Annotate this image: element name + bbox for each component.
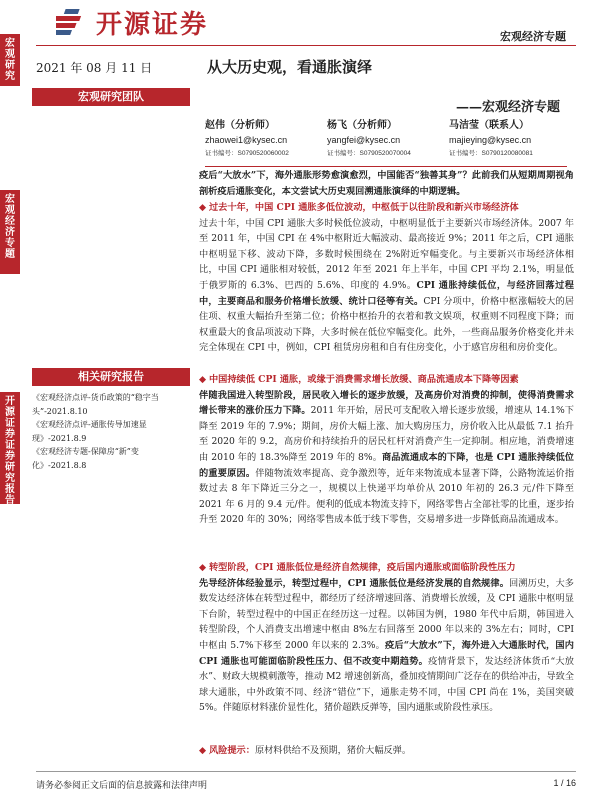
risk-text: 原材料供给不及预期，猪价大幅反弹。 — [254, 745, 412, 756]
paragraph-bold: 伴随我国进入转型阶段，居民收入增长的逐步放缓，及高房价对消费的抑制，使得消费需求增长带来的涨价压力下降。 — [199, 389, 574, 417]
page-header — [36, 0, 576, 46]
related-report-link[interactable]: 《宏观经济点评-货币政策的“稳字当头”-2021.8.10 — [32, 393, 159, 416]
author-name: 杨飞（分析师） — [327, 120, 397, 131]
section-2-body — [199, 388, 574, 528]
author-email[interactable]: yangfei@kysec.cn — [327, 135, 401, 145]
risk-warning — [199, 743, 574, 759]
section-3-heading — [199, 560, 574, 576]
paragraph-bold: 先导经济体经验显示，转型过程中，CPI 通胀低位是经济发展的自然规律。 — [199, 577, 510, 589]
paragraph-text: 疫情背景下，发达经济体货币“大放水”、财政大规模刺激等，推动 M2 增速创新高，叠加疫情期间广泛存在的供给冲击，导致全球大通胀，中外政策不同、经济“错位”下，通胀走势不同，中国 CPI 尚在 1%，美国突破 5%。伴随原材料涨价显性化，猪价超跌反弹等，国内通胀或阶段性承压。 — [199, 655, 574, 714]
paragraph-bold: 疫后“大放水”下，海外进入大通胀时代，国内 CPI 通胀也可能面临阶段性压力、但不改变中期趋势。 — [199, 639, 574, 667]
paragraph-bold: 商品流通成本的下降，也是 CPI 通胀持续低位的重要原因。 — [199, 451, 574, 479]
author-email[interactable]: zhaowei1@kysec.cn — [205, 135, 288, 145]
related-report-link[interactable]: 《宏观经济点评-通胀传导加速显现》-2021.8.9 — [32, 420, 147, 443]
section-3-body — [199, 576, 574, 716]
report-date: 2021 年 08 月 11 日 — [36, 61, 153, 75]
page-title: 从大历史观，看通胀演绎 — [207, 58, 373, 76]
section-2-heading — [199, 372, 574, 388]
page-number: 1 / 16 — [553, 778, 576, 788]
header-report-type: 宏观经济专题 — [500, 30, 566, 43]
author-name: 赵伟（分析师） — [205, 120, 275, 131]
divider — [205, 166, 567, 167]
section-1-heading — [199, 200, 574, 216]
sidebar-top-label: 宏观研究 — [0, 34, 20, 86]
author-cert: 证书编号：S0790120080081 — [449, 150, 533, 157]
page-subtitle: ——宏观经济专题 — [455, 100, 560, 115]
company-logo — [56, 4, 208, 41]
sidebar-mid-label: 宏观经济专题 — [0, 190, 20, 274]
section-heading-text: 转型阶段，CPI 通胀低位是经济自然规律，疫后国内通胀或面临阶段性压力 — [209, 562, 516, 573]
left-sidebar — [0, 0, 20, 800]
related-reports-list — [32, 391, 192, 472]
sidebar-bottom-label: 开源证券 证券研究报告 — [0, 392, 20, 504]
team-label: 宏观研究团队 — [32, 88, 190, 106]
bullet-icon: ◆ — [199, 745, 209, 756]
section-heading-text: 中国持续低 CPI 通胀，或缘于消费需求增长放缓、商品流通成本下降等因素 — [209, 374, 519, 385]
related-reports-title: 相关研究报告 — [32, 368, 190, 386]
related-report-link[interactable]: 《宏观经济专题-保障房“新”变化》-2021.8.8 — [32, 447, 139, 470]
paragraph-text: 2011 年开始，居民可支配收入增长逐步放缓，增速从 14.1%下降至 2019 年的 7.9%；期间，房价大幅上涨、加大购房压力，房价收入比从最低 7.1 抬升至 2020 年的 9.2，高房价和持续抬升的居民杠杆对消费产生一定抑制。相应地，消费增速由 2010 年的 18.3%降至 2019 年的 8%。 — [199, 405, 574, 463]
paragraph-text: 回溯历史，大多数发达经济体在转型过程中，都经历了经济增速回落、消费增长放缓，及 CPI 通胀中枢明显下台阶，转型过程中的中国正在经历这一过程。以韩国为例，1980 年代中后期，韩国进入转型阶段，个人消费支出增速中枢由 8%左右回落至 2000 年以来的 3%左右；同时，CPI 中枢由 5.7%下移至 2000 年以来的 2.3%。 — [199, 577, 574, 651]
author-card — [327, 116, 447, 157]
author-email[interactable]: majieying@kysec.cn — [449, 135, 532, 145]
section-1 — [199, 200, 574, 370]
paragraph-bold: CPI 通胀持续低位，与经济回落过程中，主要商品和服务价格增长放缓、统计口径等有关。 — [199, 279, 574, 307]
paragraph-text: 过去十年，中国 CPI 通胀大多时候低位波动，中枢明显低于主要新兴市场经济体。2007 年至 2011 年，中国 CPI 在 4%中枢附近大幅波动、最高接近 9%；2011 年之后，CPI 通胀中枢明显下移、波动下降，多数时候围绕在 2%附近窄幅变化。与主要新兴市场经济体相比，中国 CPI 通胀相对较低，2012 年至 2021 年上半年，中国 CPI 平均 2.1%，明显低于俄罗斯的 6.3%、巴西的 5.6%、印度的 4.9%。 — [199, 217, 574, 291]
intro-paragraph — [199, 168, 574, 199]
risk-label: 风险提示： — [209, 745, 255, 756]
author-card — [205, 116, 325, 157]
bullet-icon: ◆ — [199, 562, 209, 573]
section-1-body — [199, 216, 574, 356]
disclaimer-note: 请务必参阅正文后面的信息披露和法律声明 — [36, 781, 208, 791]
paragraph-text: CPI 分项中，价格中枢涨幅较大的居住项、权重大幅抬升至第二位；价格中枢抬升的衣着和教文娱项，权重则不同程度下降；而权重最大的食品项波动下降，大多时候在低位窄幅变化。此外，一些商品服务价格变化并未完全体现在 CPI 中，例如，CPI 租赁房房租和自有住房变化，小于感官房租和房价变化。 — [199, 295, 574, 354]
section-2 — [199, 372, 574, 558]
logo-text: 开源证券 — [96, 10, 209, 40]
authors-block — [205, 116, 567, 164]
bullet-icon: ◆ — [199, 374, 209, 385]
author-cert: 证书编号：S0790520070004 — [327, 150, 411, 157]
bullet-icon: ◆ — [199, 202, 209, 213]
author-card — [449, 116, 569, 157]
author-cert: 证书编号：S0790520060002 — [205, 150, 289, 157]
intro-text: 疫后“大放水”下，海外通胀形势愈演愈烈，中国能否“独善其身”？此前我们从短期周期视角剖析疫后通胀变化，本文尝试大历史观回溯通胀演绎的中期逻辑。 — [199, 170, 574, 197]
author-name: 马洁莹（联系人） — [449, 120, 529, 131]
section-3 — [199, 560, 574, 740]
section-heading-text: 过去十年，中国 CPI 通胀多低位波动，中枢低于以往阶段和新兴市场经济体 — [209, 202, 519, 213]
paragraph-text: 伴随物流效率提高、竞争激烈等，近年来物流成本显著下降，公路物流运价指数过去 8 年下降近三分之一，规模以上快递平均单价从 2010 年初的 26.3 元/件下降至 2021 年 6 月的 9.4 元/件。便利的低成本物流支持下，网络零售占全部社零的比重，逐步抬升至 2020 年的 30%；网络零售成本低于线下零售，交易增多进一步降低商品流通成本。 — [199, 467, 574, 526]
logo-mark-icon — [56, 8, 90, 38]
page-footer — [36, 771, 576, 800]
